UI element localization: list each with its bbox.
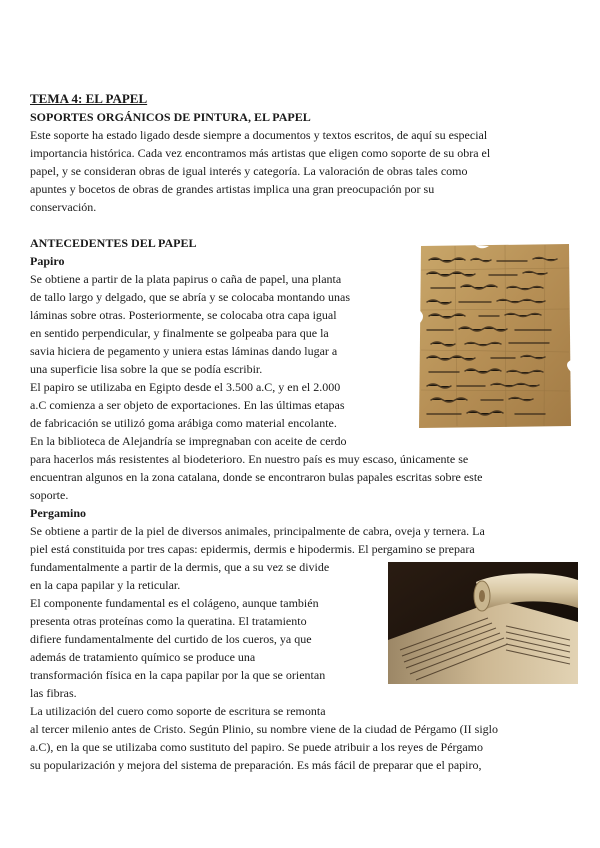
pergamino-line: su popularización y mejora del sistema de preparación. Es más fácil de preparar que el papiro,: [30, 758, 482, 772]
pergamino-line: Se obtiene a partir de la piel de diversos animales, principalmente de cabra, oveja y ternera. La: [30, 524, 485, 538]
section1-line: papel, y se consideran obras de igual interés y categoría. La valoración de obras tales como: [30, 164, 468, 178]
papiro-line: para hacerlos más resistentes al biodeterioro. En nuestro país es muy escaso, únicamente se: [30, 452, 469, 466]
pergamino-line: piel está constituida por tres capas: epidermis, dermis e hipodermis. El pergamino se prepara: [30, 542, 475, 556]
pergamino-line: en la capa papilar y la reticular.: [30, 578, 181, 592]
papiro-line: de tallo largo y delgado, que se abría y se colocaba montando unas: [30, 290, 351, 304]
page-title: TEMA 4: EL PAPEL: [30, 91, 148, 106]
papyrus-image: [415, 240, 575, 430]
parchment-scroll-image: [388, 562, 578, 684]
papiro-line: El papiro se utilizaba en Egipto desde el 3.500 a.C, y en el 2.000: [30, 380, 341, 394]
papiro-line: una superficie lisa sobre la que se podía escribir.: [30, 362, 263, 376]
papiro-line: Se obtiene a partir de la plata papirus o caña de papel, una planta: [30, 272, 342, 286]
papiro-line: soporte.: [30, 488, 69, 502]
pergamino-line: El componente fundamental es el colágeno, aunque también: [30, 596, 319, 610]
section1-heading: SOPORTES ORGÁNICOS DE PINTURA, EL PAPEL: [30, 110, 311, 124]
pergamino-line: fundamentalmente a partir de la dermis, que a su vez se divide: [30, 560, 330, 574]
pergamino-line: transformación física en la capa papilar por la que se orientan: [30, 668, 326, 682]
papiro-line: en sentido perpendicular, y finalmente se golpeaba para que la: [30, 326, 329, 340]
section1-line: conservación.: [30, 200, 97, 214]
pergamino-line: además de tratamiento químico se produce una: [30, 650, 256, 664]
papiro-subheading: Papiro: [30, 254, 65, 268]
pergamino-line: a.C), en la que se utilizaba como sustituto del papiro. Se puede atribuir a los reyes de Pérgamo: [30, 740, 483, 754]
section1-line: apuntes y bocetos de obras de grandes artistas implica una gran preocupación por su: [30, 182, 435, 196]
pergamino-line: al tercer milenio antes de Cristo. Según Plinio, su nombre viene de la ciudad de Pérgamo (II siglo: [30, 722, 498, 736]
section2-heading: ANTECEDENTES DEL PAPEL: [30, 236, 197, 250]
pergamino-line: presenta otras proteínas como la queratina. El tratamiento: [30, 614, 307, 628]
pergamino-line: La utilización del cuero como soporte de escritura se remonta: [30, 704, 326, 718]
papiro-line: encuentran algunos en la zona catalana, donde se encontraron bulas papales escritas sobre este: [30, 470, 483, 484]
pergamino-subheading: Pergamino: [30, 506, 86, 520]
papiro-line: de fabricación se utilizó goma arábiga como material encolante.: [30, 416, 337, 430]
papiro-line: savia hiciera de pegamento y uniera estas láminas dando lugar a: [30, 344, 338, 358]
papiro-line: láminas sobre otras. Posteriormente, se colocaba otra capa igual: [30, 308, 337, 322]
pergamino-line: las fibras.: [30, 686, 77, 700]
section1-line: Este soporte ha estado ligado desde siempre a documentos y textos escritos, de aquí su especial: [30, 128, 488, 142]
pergamino-line: difiere fundamentalmente del curtido de los cueros, ya que: [30, 632, 312, 646]
section1-line: importancia histórica. Cada vez encontramos más artistas que eligen como soporte de su obra el: [30, 146, 491, 160]
papiro-line: a.C comienza a ser objeto de exportaciones. En las últimas etapas: [30, 398, 345, 412]
papiro-line: En la biblioteca de Alejandría se impregnaban con aceite de cerdo: [30, 434, 347, 448]
